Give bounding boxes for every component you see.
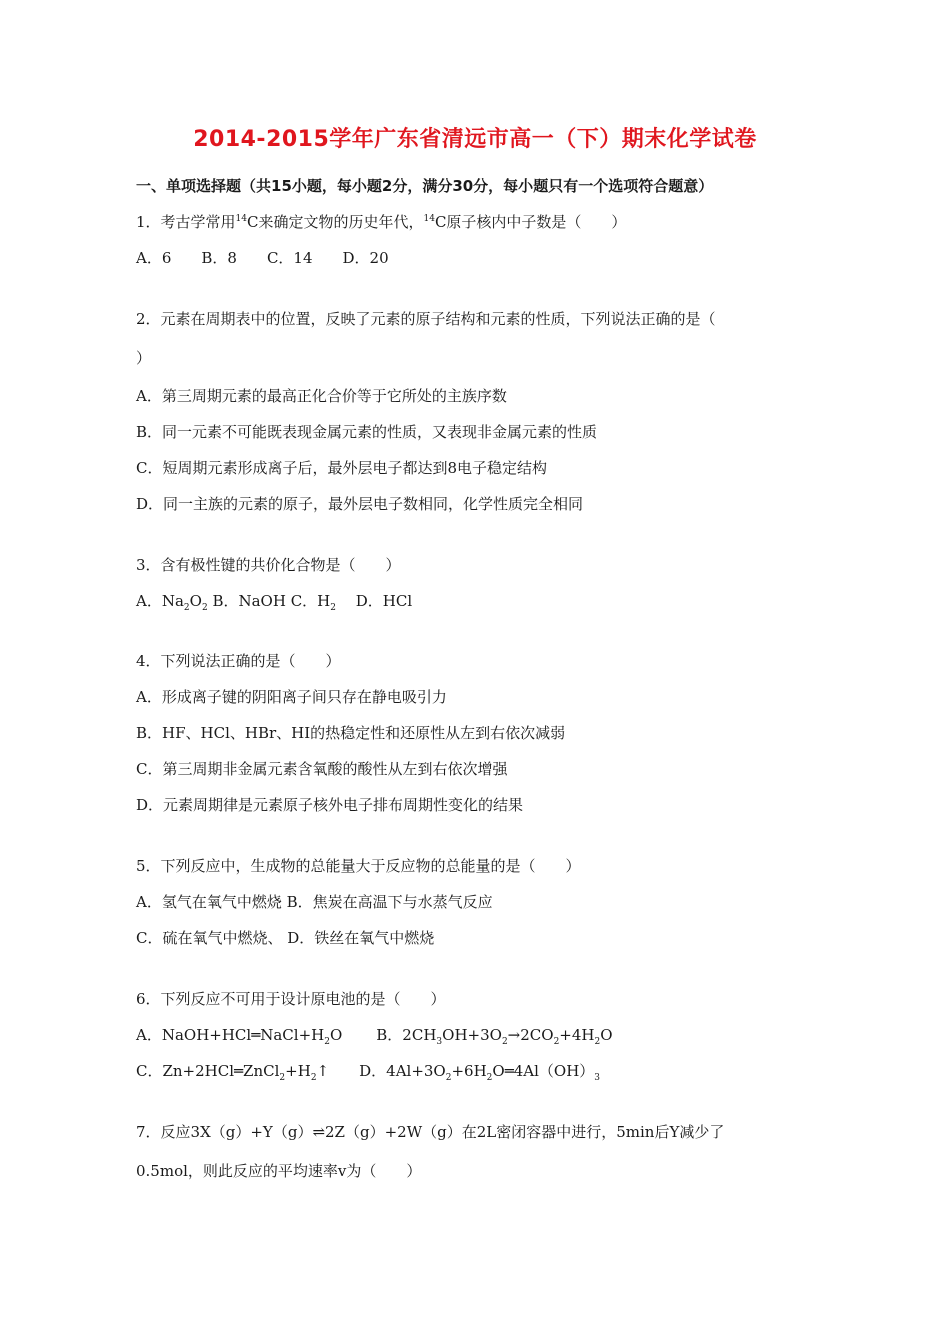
q3-subscript: 2 [330,603,336,613]
q6-subscript: 2 [445,1073,452,1083]
q6-option-d-text-2: +6H [451,1062,487,1080]
page-title: 2014-2015学年广东省清远市高一（下）期末化学试卷 [193,127,757,152]
q6-option-c-text-3: ↑ [316,1062,330,1080]
q6-option-a-text-2: O [329,1026,343,1044]
q3-option-bc-text: B．NaOH C．H [207,592,331,610]
q6-option-c-text-2: +H [285,1062,311,1080]
q6-subscript: 2 [553,1037,560,1047]
question-2-option-d: D．同一主族的元素的原子，最外层电子数相同，化学性质完全相同 [136,495,584,513]
question-7-stem-line1: 7．反应3X（g）+Y（g）⇌2Z（g）+2W（g）在2L密闭容器中进行，5min后Y减少了 [136,1123,725,1141]
question-1-stem [136,212,626,232]
question-2-option-a: A．第三周期元素的最高正化合价等于它所处的主族序数 [136,387,507,405]
q6-option-b-text-3: →2CO [507,1026,554,1044]
q6-subscript: 2 [310,1073,317,1083]
q1-text-a: 1．考古学常用 [136,213,236,231]
q3-subscript: 2 [201,603,208,613]
q6-subscript: 3 [594,1073,601,1083]
q6-subscript: 3 [436,1037,443,1047]
q1-text-b: C来确定文物的历史年代， [247,213,424,231]
question-1-options: A．6 B．8 C．14 D．20 [136,249,389,267]
question-2-option-b: B．同一元素不可能既表现金属元素的性质，又表现非金属元素的性质 [136,423,598,441]
section-heading: 一、单项选择题（共15小题，每小题2分，满分30分，每小题只有一个选项符合题意） [136,177,714,195]
question-4-option-c: C．第三周期非金属元素含氧酸的酸性从左到右依次增强 [136,760,508,778]
question-2-stem-line2: ） [136,349,152,367]
question-5-stem: 5．下列反应中，生成物的总能量大于反应物的总能量的是（ ） [136,857,581,875]
q6-option-d-text-3: O═4Al（OH） [492,1062,595,1080]
q1-text-c: C原子核内中子数是（ ） [434,213,627,231]
question-3-stem: 3．含有极性键的共价化合物是（ ） [136,556,401,574]
q3-option-d-text: D．HCl [336,592,413,610]
question-4-stem: 4．下列说法正确的是（ ） [136,652,341,670]
q6-subscript: 2 [279,1073,286,1083]
question-4-option-b: B．HF、HCl、HBr、HI的热稳定性和还原性从左到右依次减弱 [136,724,566,742]
question-7-stem-line2: 0.5mol，则此反应的平均速率v为（ ） [136,1162,422,1180]
q6-option-b-text-4: +4H [559,1026,595,1044]
question-4-option-a: A．形成离子键的阴阳离子间只存在静电吸引力 [136,688,447,706]
q1-superscript-2: 14 [423,214,435,224]
q6-subscript: 2 [486,1073,493,1083]
q3-option-a-text-2: O [189,592,202,610]
question-6-options-ab [136,1025,613,1045]
question-5-options-cd: C．硫在氧气中燃烧、 D．铁丝在氧气中燃烧 [136,929,435,947]
question-2-stem-line1: 2．元素在周期表中的位置，反映了元素的原子结构和元素的性质，下列说法正确的是（ [136,310,716,328]
q3-subscript: 2 [183,603,190,613]
q6-option-b-text-5: O [600,1026,613,1044]
q1-superscript-1: 14 [235,214,247,224]
question-4-option-d: D．元素周期律是元素原子核外电子排布周期性变化的结果 [136,796,524,814]
q6-option-d-text: D．4Al+3O [359,1062,446,1080]
question-6-stem: 6．下列反应不可用于设计原电池的是（ ） [136,990,446,1008]
question-2-option-c: C．短周期元素形成离子后，最外层电子都达到8电子稳定结构 [136,459,548,477]
question-5-options-ab: A．氢气在氧气中燃烧 B．焦炭在高温下与水蒸气反应 [136,893,493,911]
question-3-options [136,591,412,611]
q6-subscript: 2 [594,1037,601,1047]
q6-option-a-text: A．NaOH+HCl═NaCl+H [136,1026,325,1044]
q6-subscript: 2 [501,1037,508,1047]
q6-option-b-text: B．2CH [376,1026,437,1044]
question-6-options-cd [136,1061,600,1081]
q6-option-c-text: C．Zn+2HCl═ZnCl [136,1062,280,1080]
q3-option-a-text: A．Na [136,592,184,610]
q6-option-b-text-2: OH+3O [442,1026,502,1044]
q6-subscript: 2 [324,1037,330,1047]
